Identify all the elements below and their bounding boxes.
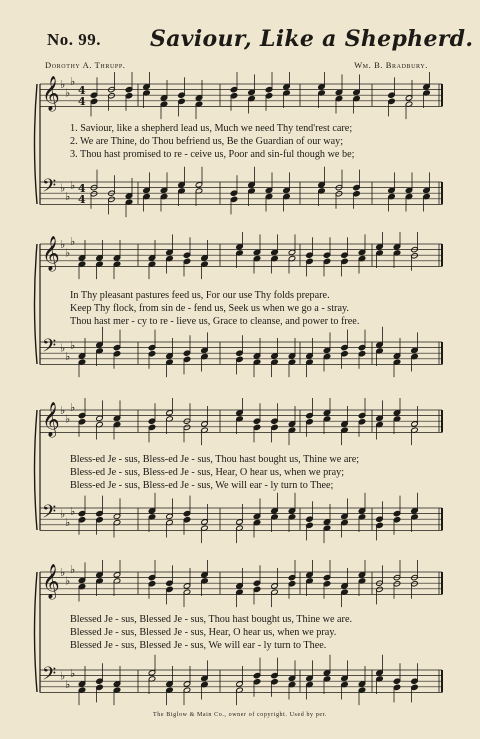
flat-icon: ♭ [65, 246, 71, 260]
lyric-line: Blessed Je - sus, Blessed Je - sus, We will ear - ly turn to Thee. [70, 640, 327, 651]
bass-clef-icon: 𝄢 [42, 336, 57, 361]
flat-icon: ♭ [70, 235, 76, 249]
lyric-line: Bless-ed Je - sus, Bless-ed Je - sus, Hear, O hear us, when we pray; [70, 467, 345, 478]
brace-icon [35, 572, 38, 692]
lyric-line: Thou hast mer - cy to re - lieve us, Grace to cleanse, and power to free. [70, 316, 360, 327]
flat-icon: ♭ [70, 338, 76, 352]
brace-icon [35, 410, 38, 530]
bass-clef-icon: 𝄢 [42, 664, 57, 689]
time-signature: 4 [78, 95, 86, 108]
lyric-line: In Thy pleasant pastures feed us, For our use Thy folds prepare. [70, 290, 330, 301]
lyric-line: 1. Saviour, like a shepherd lead us, Much we need Thy tend'rest care; [70, 123, 353, 134]
lyric-line: 2. We are Thine, do Thou befriend us, Be the Guardian of our way; [70, 136, 344, 147]
lyrics-block [70, 453, 440, 492]
hymn-title: Saviour, Like a Shepherd. [150, 26, 474, 52]
time-signature: 4 [78, 182, 86, 195]
flat-icon: ♭ [60, 507, 66, 521]
flat-icon: ♭ [70, 563, 76, 577]
brace-icon [35, 244, 38, 364]
treble-clef-icon: 𝄞 [42, 402, 60, 437]
bass-clef-icon: 𝄢 [42, 502, 57, 527]
lyrics-block [70, 122, 440, 161]
flat-icon: ♭ [70, 666, 76, 680]
flat-icon: ♭ [60, 238, 66, 251]
flat-icon: ♭ [65, 190, 71, 203]
flat-icon: ♭ [60, 78, 66, 91]
lyrics-block [70, 613, 440, 652]
flat-icon: ♭ [70, 401, 76, 415]
flat-icon: ♭ [65, 574, 71, 588]
hymn-number: No. 99. [47, 30, 102, 49]
lyrics-block [70, 289, 440, 328]
flat-icon: ♭ [65, 86, 71, 100]
flat-icon: ♭ [60, 181, 66, 195]
flat-icon: ♭ [70, 178, 76, 192]
lyric-line: Blessed Je - sus, Blessed Je - sus, Hear, O hear us, when we pray. [70, 627, 337, 638]
treble-clef-icon: 𝄞 [42, 76, 60, 111]
copyright-footer: The Biglow & Main Co., owner of copyright. Used by per. [153, 712, 327, 718]
music-credit: Wm. B. Bradbury. [354, 60, 428, 70]
time-signature: 4 [78, 84, 86, 97]
lyric-line: Blessed Je - sus, Blessed Je - sus, Thou hast bought us, Thine we are. [70, 614, 353, 625]
words-credit: Dorothy A. Thrupp. [45, 60, 126, 70]
lyric-line: Bless-ed Je - sus, Bless-ed Je - sus, Thou hast bought us, Thine we are; [70, 454, 360, 465]
flat-icon: ♭ [60, 404, 66, 417]
flat-icon: ♭ [65, 350, 71, 363]
time-signature: 4 [78, 193, 86, 206]
lyric-line: 3. Thou hast promised to re - ceive us, Poor and sin-ful though we be; [70, 149, 355, 160]
lyric-line: Keep Thy flock, from sin de - fend us, Seek us when we go a - stray. [70, 303, 349, 314]
bass-clef-icon: 𝄢 [42, 176, 57, 201]
flat-icon: ♭ [60, 669, 66, 683]
flat-icon: ♭ [65, 516, 71, 529]
flat-icon: ♭ [65, 678, 71, 691]
flat-icon: ♭ [60, 341, 66, 355]
brace-icon [35, 84, 38, 204]
treble-clef-icon: 𝄞 [42, 236, 60, 271]
flat-icon: ♭ [65, 412, 71, 426]
flat-icon: ♭ [70, 504, 76, 518]
flat-icon: ♭ [70, 75, 76, 89]
flat-icon: ♭ [60, 566, 66, 579]
lyric-line: Bless-ed Je - sus, Bless-ed Je - sus, We will ear - ly turn to Thee; [70, 480, 334, 491]
treble-clef-icon: 𝄞 [42, 564, 60, 599]
